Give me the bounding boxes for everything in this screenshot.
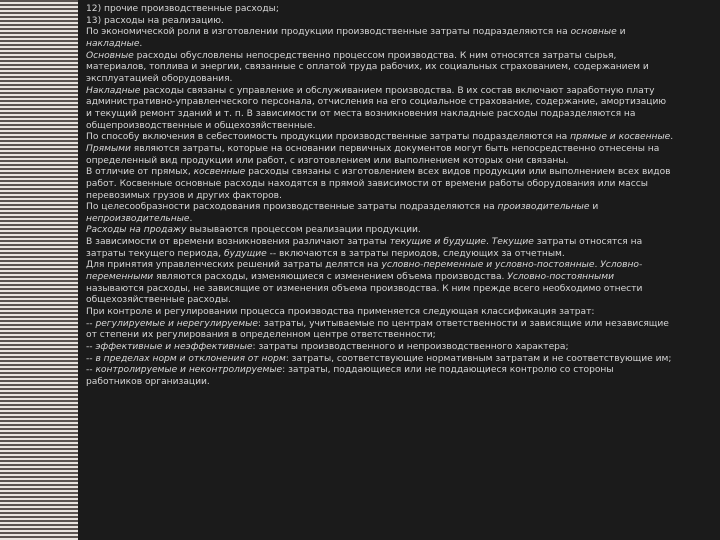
text-line: эксплуатацией оборудования. bbox=[86, 73, 233, 84]
text-line: При контроле и регулировании процесса производства применяется следующая классификация затрат: bbox=[86, 307, 595, 318]
text-line: общехозяйственные расходы. bbox=[86, 295, 231, 306]
text-line: Расходы на продажу вызываются процессом реализации продукции. bbox=[86, 225, 421, 236]
text-line: -- эффективные и неэффективные: затраты производственного и непроизводственного характера; bbox=[86, 342, 569, 353]
text-line: и текущий ремонт зданий и т. п. В зависимости от места возникновения накладные расходы подразделяются на bbox=[86, 108, 636, 119]
text-line: затраты текущего периода, будущие -- включаются в затраты периодов, следующих за отчетным. bbox=[86, 248, 565, 259]
text-line: называются расходы, не зависящие от изменения объема производства. К ним прежде всего необходимо отнести bbox=[86, 283, 643, 294]
text-line: общепроизводственные и общехозяйственные. bbox=[86, 120, 316, 131]
text-line: Для принятия управленческих решений затраты делятся на условно-переменные и условно-постоянные. Условно- bbox=[86, 260, 643, 271]
text-line: накладные. bbox=[86, 38, 143, 49]
text-line: материалов, топлива и энергии, связанные с оплатой труда рабочих, их социальных страхованием, содержанием и bbox=[86, 62, 649, 73]
text-line: непроизводительные. bbox=[86, 213, 193, 224]
text-line: переменными являются расходы, изменяющиеся с изменением объема производства. Условно-постоянными bbox=[86, 272, 615, 283]
text-line: По способу включения в себестоимость продукции производственные затраты подразделяются на прямые и косвенные. bbox=[86, 132, 674, 143]
text-line: В зависимости от времени возникновения различают затраты текущие и будущие. Текущие затраты относятся на bbox=[86, 237, 643, 248]
text-line: определенный вид продукции или работ, с изготовлением или выполнением которых они связаны. bbox=[86, 155, 569, 166]
text-line: -- контролируемые и неконтролируемые: затраты, поддающиеся или не поддающиеся контролю со стороны bbox=[86, 365, 614, 376]
text-line: 12) прочие производственные расходы; bbox=[86, 4, 279, 14]
text-line: перевозимых грузов и других факторов. bbox=[86, 190, 282, 201]
decorative-stripe-bar bbox=[0, 0, 78, 540]
text-line: -- в пределах норм и отклонения от норм: затраты, соответствующие нормативным затратам и не соответствующие им; bbox=[86, 353, 672, 364]
text-line: Прямыми являются затраты, которые на основании первичных документов могут быть непосредственно отнесены на bbox=[86, 143, 660, 154]
text-line: Накладные расходы связаны с управление и обслуживанием производства. В их состав включают заработную плату bbox=[86, 85, 655, 96]
slide-body-text bbox=[86, 4, 714, 389]
text-line: -- регулируемые и нерегулируемые: затраты, учитываемые по центрам ответственности и зависящие или независящие bbox=[86, 318, 669, 329]
text-line: работников организации. bbox=[86, 377, 210, 387]
text-line: По целесообразности расходования производственные затраты подразделяются на производительные и bbox=[86, 202, 599, 213]
text-line: административно-управленческого персонала, отчисления на его социальное страхование, содержание, амортизацию bbox=[86, 97, 667, 108]
text-line: 13) расходы на реализацию. bbox=[86, 15, 224, 26]
text-line: По экономической роли в изготовлении продукции производственные затраты подразделяются на основные и bbox=[86, 27, 626, 38]
text-line: работ. Косвенные основные расходы находятся в прямой зависимости от времени работы оборудования или массы bbox=[86, 178, 648, 189]
text-line: В отличие от прямых, косвенные расходы связаны с изготовлением всех видов продукции или выполнением всех видов bbox=[86, 167, 671, 178]
text-line: от степени их регулирования в определенном центре ответственности; bbox=[86, 330, 436, 341]
text-line: Основные расходы обусловлены непосредственно процессом производства. К ним относятся затраты сырья, bbox=[86, 50, 617, 61]
